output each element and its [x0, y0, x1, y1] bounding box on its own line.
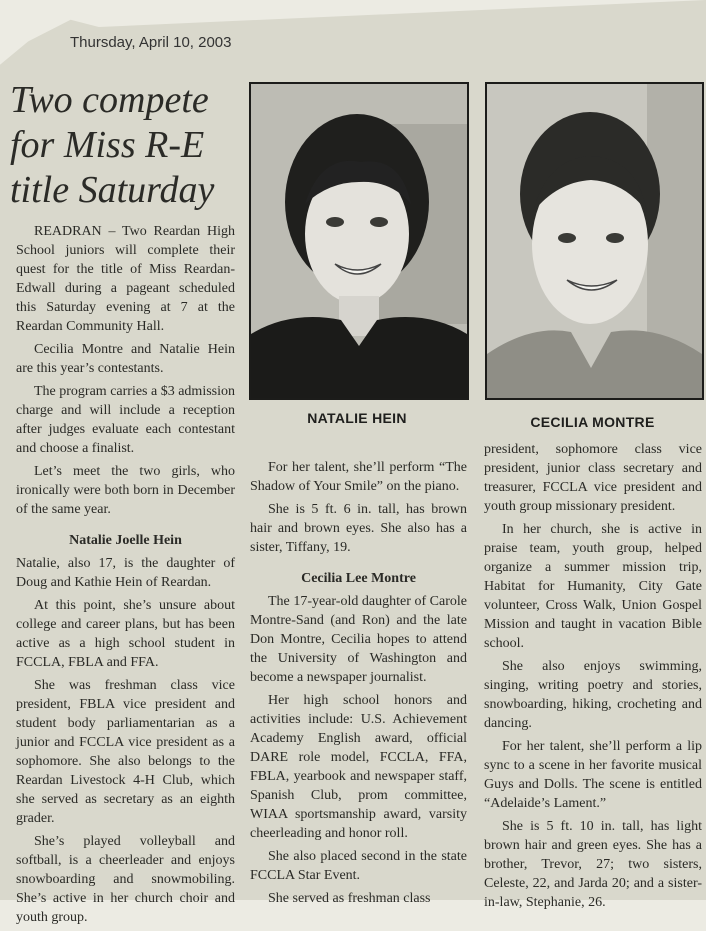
subhead-cecilia: Cecilia Lee Montre	[301, 571, 416, 586]
paragraph: Natalie, also 17, is the daughter of Doug and Kathie Hein of Reardan.	[16, 556, 235, 590]
paragraph: At this point, she’s unsure about college and career plans, but has been active as a high school student in FCCLA, FBLA and FFA.	[16, 598, 235, 670]
cecilia-photo	[485, 82, 704, 400]
paragraph: She is 5 ft. 6 in. tall, has brown hair and brown eyes. She also has a sister, Tiffany, 19.	[250, 502, 467, 555]
paragraph: She served as freshman class	[268, 891, 431, 906]
dateline: Thursday, April 10, 2003	[70, 34, 232, 51]
paragraph: Cecilia Montre and Natalie Hein are this year’s contestants.	[16, 342, 235, 376]
paragraph: She also placed second in the state FCCLA Star Event.	[250, 849, 467, 883]
paragraph: She was freshman class vice president, FBLA vice president and student body parliamentarian as a junior and FCCLA vice president as a sophomore. She also belongs to the Reardan Livestock 4-H Club, which she served as secretary as an eighth grader.	[16, 678, 235, 826]
paragraph: president, sophomore class vice president, junior class secretary and treasurer, FCCLA vice president and youth group missionary president.	[484, 442, 702, 514]
natalie-caption: NATALIE HEIN	[307, 410, 407, 426]
paragraph: She is 5 ft. 10 in. tall, has light brown hair and green eyes. She has a brother, Trevor, 27; two sisters, Celeste, 22, and Jarda 20; and a sister-in-law, Stephanie, 26.	[484, 819, 702, 910]
paragraph: She also enjoys swimming, singing, writing poetry and stories, snowboarding, hiking, crocheting and dancing.	[484, 659, 702, 731]
paragraph: For her talent, she’ll perform “The Shadow of Your Smile” on the piano.	[250, 460, 467, 494]
cecilia-caption: CECILIA MONTRE	[530, 414, 655, 430]
paragraph: For her talent, she’ll perform a lip sync to a scene in her favorite musical Guys and Dolls. The scene is entitled “Adelaide’s Lament.”	[484, 739, 702, 811]
natalie-photo	[249, 82, 469, 400]
column-3	[484, 440, 702, 916]
paragraph: Let’s meet the two girls, who ironically were both born in December of the same year.	[16, 464, 235, 517]
subhead-natalie: Natalie Joelle Hein	[69, 533, 182, 548]
headline: Two compete for Miss R-E title Saturday	[10, 79, 215, 211]
paragraph: She’s played volleyball and softball, is a cheerleader and enjoys snowboarding and snowmobiling. She’s active in her church choir and youth group.	[16, 834, 235, 925]
paragraph: The program carries a $3 admission charge and will include a reception after judges evaluate each contestant and choose a finalist.	[16, 384, 235, 456]
paragraph: Her high school honors and activities include: U.S. Achievement Academy English award, official DARE role model, FCCLA, FFA, FBLA, yearbook and newspaper staff, Spanish Club, prom committee, WIAA sportsmanship award, varsity cheerleading and honor roll.	[250, 693, 467, 841]
paragraph: The 17-year-old daughter of Carole Montre-Sand (and Ron) and the late Don Montre, Cecilia hopes to attend the University of Washington and become a newspaper journalist.	[250, 594, 467, 685]
column-1	[16, 222, 235, 931]
paragraph: In her church, she is active in praise team, youth group, helped organize a summer mission trip, Habitat for Humanity, City Gate volunteer, Cross Walk, Union Gospel Mission and taught in vacation Bible school.	[484, 522, 702, 651]
column-2	[250, 458, 467, 912]
paragraph: READRAN – Two Reardan High School juniors will complete their quest for the title of Miss Reardan-Edwall during a pageant scheduled this Saturday evening at 7 at the Reardan Community Hall.	[16, 224, 235, 334]
